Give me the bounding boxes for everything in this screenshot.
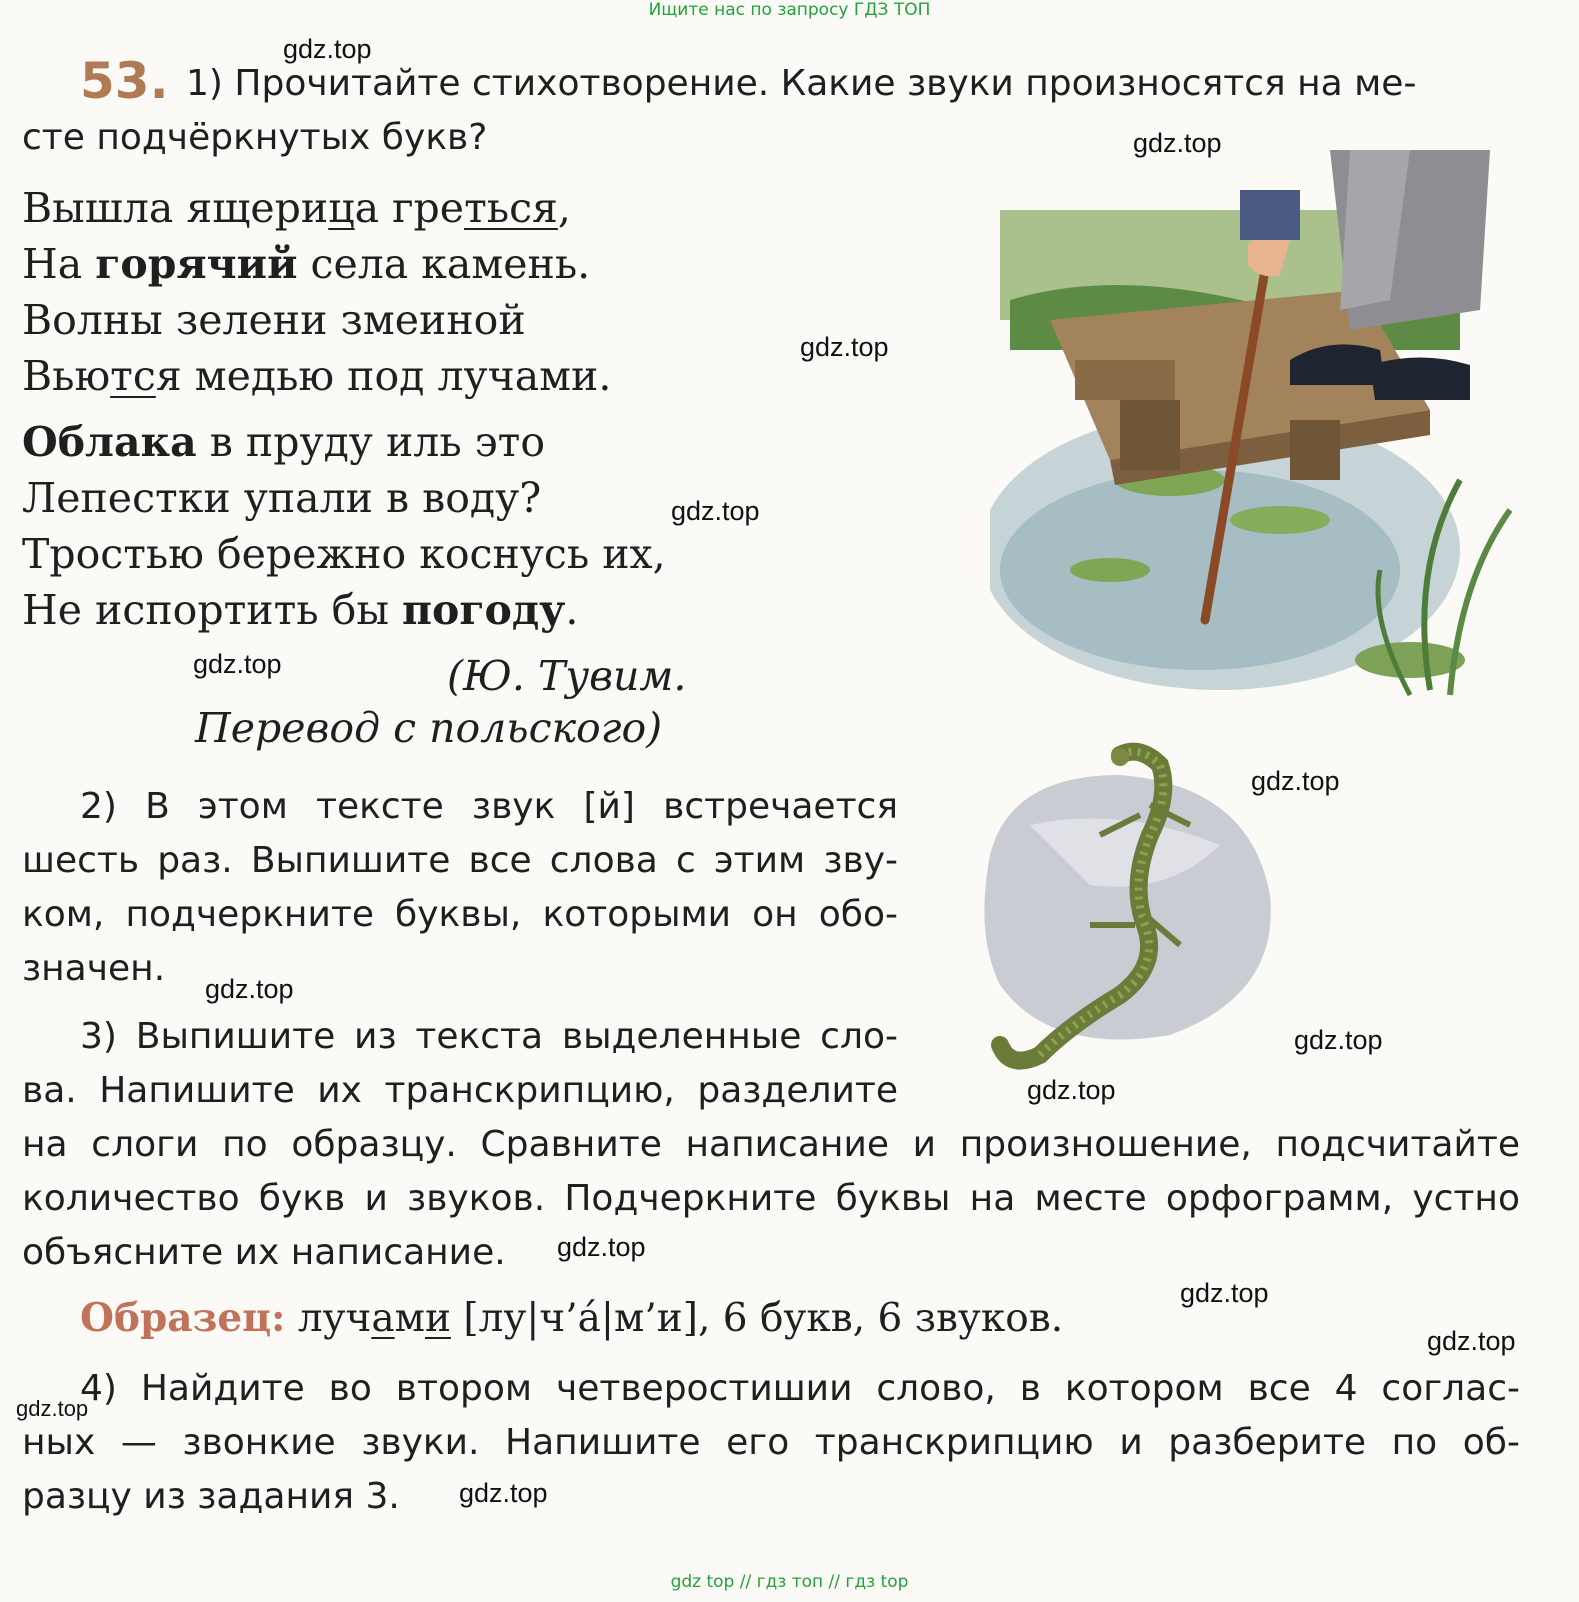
poem-line-1 <box>22 180 571 237</box>
poem-text: На <box>22 240 96 288</box>
watermark[interactable]: gdz.top <box>1180 1278 1269 1308</box>
poem-line-6: Лепестки упали в воду? <box>22 474 542 522</box>
task3-line4: количество букв и звуков. Подчеркните буквы на месте орфограмм, устно <box>22 1178 1520 1219</box>
watermark[interactable]: gdz.top <box>1133 128 1222 158</box>
poem-author: (Ю. Тувим. <box>447 652 687 700</box>
underlined-letter: а <box>371 1296 395 1341</box>
bold-word: горячий <box>95 240 298 288</box>
poem-text: Не испортить бы <box>22 586 402 634</box>
poem-text: я медью под лучами. <box>155 352 612 400</box>
watermark[interactable]: gdz.top <box>1251 766 1340 796</box>
poem-text: Вышла ящери <box>22 184 329 232</box>
task2-line4: значен. <box>22 948 166 989</box>
underlined-letter: и <box>424 1296 451 1341</box>
underlined-letter: ц <box>328 184 355 232</box>
bold-word: погоду <box>402 586 566 634</box>
poem-line-7: Тростью бережно коснусь их, <box>22 530 666 578</box>
watermark[interactable]: gdz.top <box>459 1478 548 1508</box>
sample-label: Образец: <box>80 1295 286 1341</box>
watermark[interactable]: gdz.top <box>557 1232 646 1262</box>
watermark[interactable]: gdz.top <box>1427 1326 1516 1356</box>
underlined-letters: тс <box>110 352 156 400</box>
poem-text: а гре <box>354 184 465 232</box>
task4-line3: разцу из задания 3. <box>22 1476 400 1517</box>
underlined-letters: ться <box>464 184 558 232</box>
sample-text: [лу|ч’а́|м’и], 6 букв, 6 звуков. <box>450 1296 1064 1341</box>
poem-text: в пруду иль это <box>196 418 546 466</box>
poem-text: . <box>565 586 579 634</box>
task3-line1: 3) Выпишите из текста выделенные сло- <box>80 1016 898 1057</box>
task1-line2: сте подчёркнутых букв? <box>22 117 488 158</box>
exercise-number: 53. <box>80 52 169 110</box>
poem-line-3: Волны зелени змеиной <box>22 296 526 344</box>
watermark[interactable]: gdz.top <box>1294 1025 1383 1055</box>
poem-text: , <box>557 184 571 232</box>
bold-word: Облака <box>22 418 197 466</box>
watermark[interactable]: gdz.top <box>205 974 294 1004</box>
task2-line2: шесть раз. Выпишите все слова с этим зву- <box>22 840 898 881</box>
task1-line1: 1) Прочитайте стихотворение. Какие звуки произносятся на ме- <box>186 63 1417 104</box>
poem-line-2 <box>22 236 590 293</box>
pond-illustration <box>990 150 1530 710</box>
task3-line5: объясните их написание. <box>22 1232 506 1273</box>
watermark[interactable]: gdz.top <box>1027 1075 1116 1105</box>
task3-line3: на слоги по образцу. Сравните написание и произношение, подсчитайте <box>22 1124 1520 1165</box>
poem-translation-note: Перевод с польского) <box>195 704 663 752</box>
poem-line-5 <box>22 414 545 471</box>
watermark[interactable]: gdz.top <box>283 34 372 64</box>
task2-line3: ком, подчеркните буквы, которыми он обо- <box>22 894 898 935</box>
sample-text: м <box>394 1296 425 1341</box>
task2-line1: 2) В этом тексте звук [й] встречается <box>80 786 898 827</box>
top-banner[interactable]: Ищите нас по запросу ГДЗ ТОП <box>648 0 931 20</box>
poem-line-8 <box>22 582 578 639</box>
watermark[interactable]: gdz.top <box>800 332 889 362</box>
poem-text: Вью <box>22 352 111 400</box>
poem-line-4 <box>22 348 611 405</box>
watermark[interactable]: gdz.top <box>16 1396 89 1421</box>
task3-line2: ва. Напишите их транскрипцию, разделите <box>22 1070 898 1111</box>
task4-line2: ных — звонкие звуки. Напишите его транскрипцию и разберите по об- <box>22 1422 1520 1463</box>
watermark[interactable]: gdz.top <box>193 649 282 679</box>
watermark[interactable]: gdz.top <box>671 496 760 526</box>
poem-text: села камень. <box>297 240 591 288</box>
task4-line1: 4) Найдите во втором четверостишии слово, в котором все 4 соглас- <box>80 1368 1520 1409</box>
sample-line <box>80 1290 1063 1347</box>
sample-text: луч <box>285 1296 372 1341</box>
bottom-banner[interactable]: gdz top // гдз топ // гдз top <box>670 1572 909 1592</box>
